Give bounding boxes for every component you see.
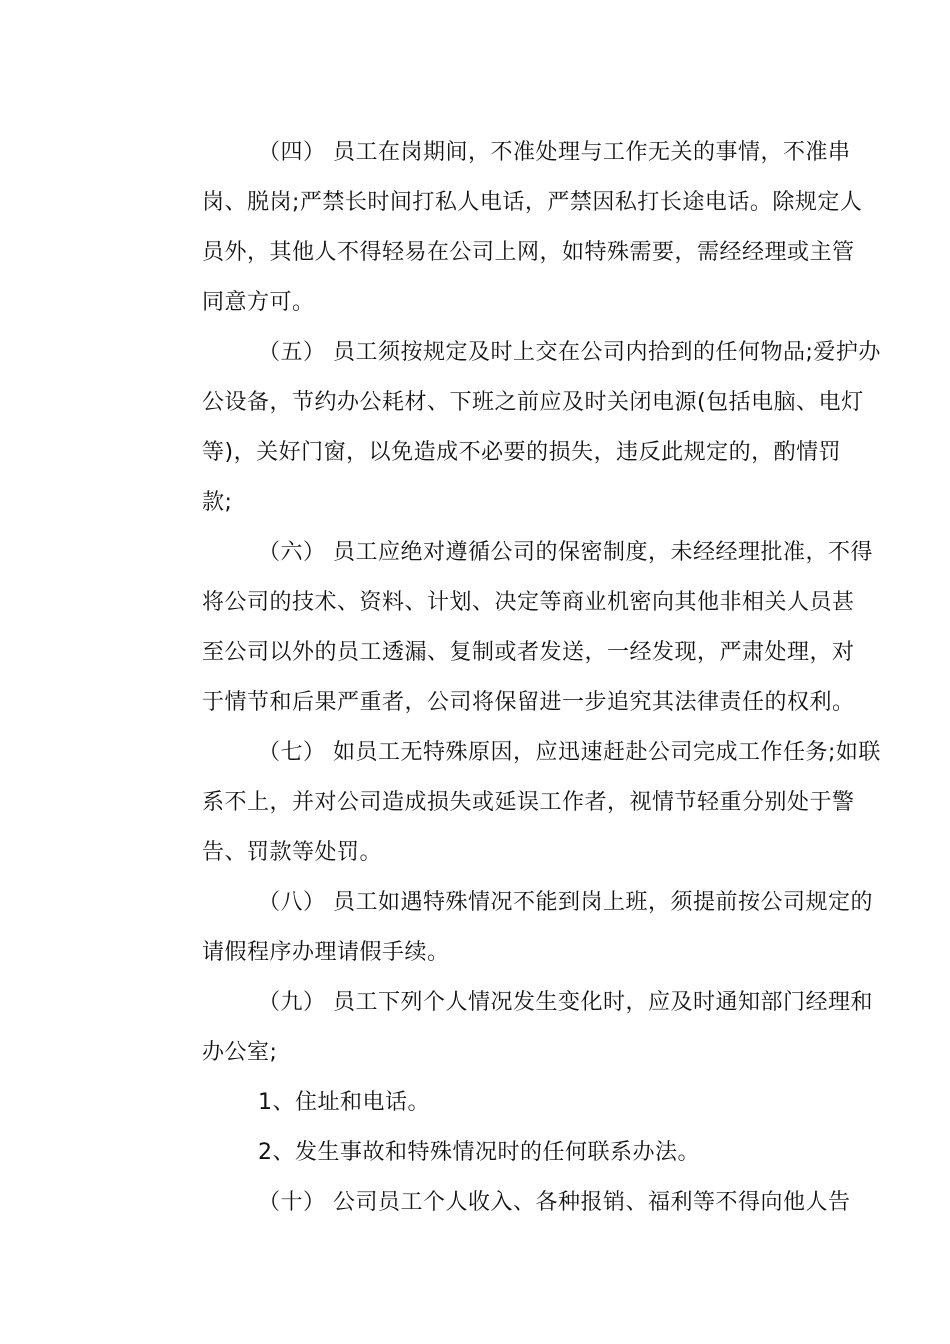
paragraph-line: 员外，其他人不得轻易在公司上网，如特殊需要，需经经理或主管 — [202, 240, 855, 265]
paragraph-8 — [146, 878, 873, 978]
paragraph-line: 同意方可。 — [202, 290, 315, 315]
list-item-line: 1、住址和电话。 — [258, 1090, 430, 1115]
paragraph-line: 于情节和后果严重者，公司将保留进一步追究其法律责任的权利。 — [202, 690, 855, 715]
paragraph-line: 岗、脱岗;严禁长时间打私人电话，严禁因私打长途电话。除规定人 — [202, 190, 863, 215]
paragraph-line: 办公室; — [202, 1040, 278, 1065]
list-item-1 — [146, 1078, 804, 1128]
paragraph-line: （六） 员工应绝对遵循公司的保密制度，未经经理批准，不得 — [258, 540, 873, 565]
paragraph-line: 等)，关好门窗，以免造成不必要的损失，违反此规定的，酌情罚 — [202, 440, 842, 465]
paragraph-line: 公设备，节约办公耗材、下班之前应及时关闭电源(包括电脑、电灯 — [202, 390, 864, 415]
paragraph-7 — [146, 728, 881, 878]
paragraph-line: （九） 员工下列个人情况发生变化时，应及时通知部门经理和 — [258, 990, 873, 1015]
paragraph-line: 至公司以外的员工透漏、复制或者发送，一经发现，严肃处理，对 — [202, 640, 855, 665]
paragraph-line: 系不上，并对公司造成损失或延误工作者，视情节轻重分别处于警 — [202, 790, 855, 815]
paragraph-line: 告、罚款等处罚。 — [202, 840, 383, 865]
paragraph-line: （十） 公司员工个人收入、各种报销、福利等不得向他人告 — [258, 1190, 851, 1215]
paragraph-9 — [146, 978, 873, 1078]
paragraph-line: 款; — [202, 490, 233, 515]
paragraph-6 — [146, 528, 873, 728]
paragraph-line: 请假程序办理请假手续。 — [202, 940, 450, 965]
paragraph-line: （八） 员工如遇特殊情况不能到岗上班，须提前按公司规定的 — [258, 890, 873, 915]
paragraph-5 — [146, 328, 881, 528]
document-body — [146, 128, 881, 1228]
paragraph-line: （五） 员工须按规定及时上交在公司内拾到的任何物品;爱护办 — [258, 340, 881, 365]
paragraph-line: （七） 如员工无特殊原因，应迅速赶赴公司完成工作任务;如联 — [258, 740, 881, 765]
paragraph-10 — [146, 1178, 851, 1228]
paragraph-line: 将公司的技术、资料、计划、决定等商业机密向其他非相关人员甚 — [202, 590, 855, 615]
list-item-line: 2、发生事故和特殊情况时的任何联系办法。 — [258, 1140, 700, 1165]
paragraph-4 — [146, 128, 863, 328]
paragraph-line: （四） 员工在岗期间，不准处理与工作无关的事情，不准串 — [258, 140, 851, 165]
list-item-2 — [146, 1128, 804, 1178]
